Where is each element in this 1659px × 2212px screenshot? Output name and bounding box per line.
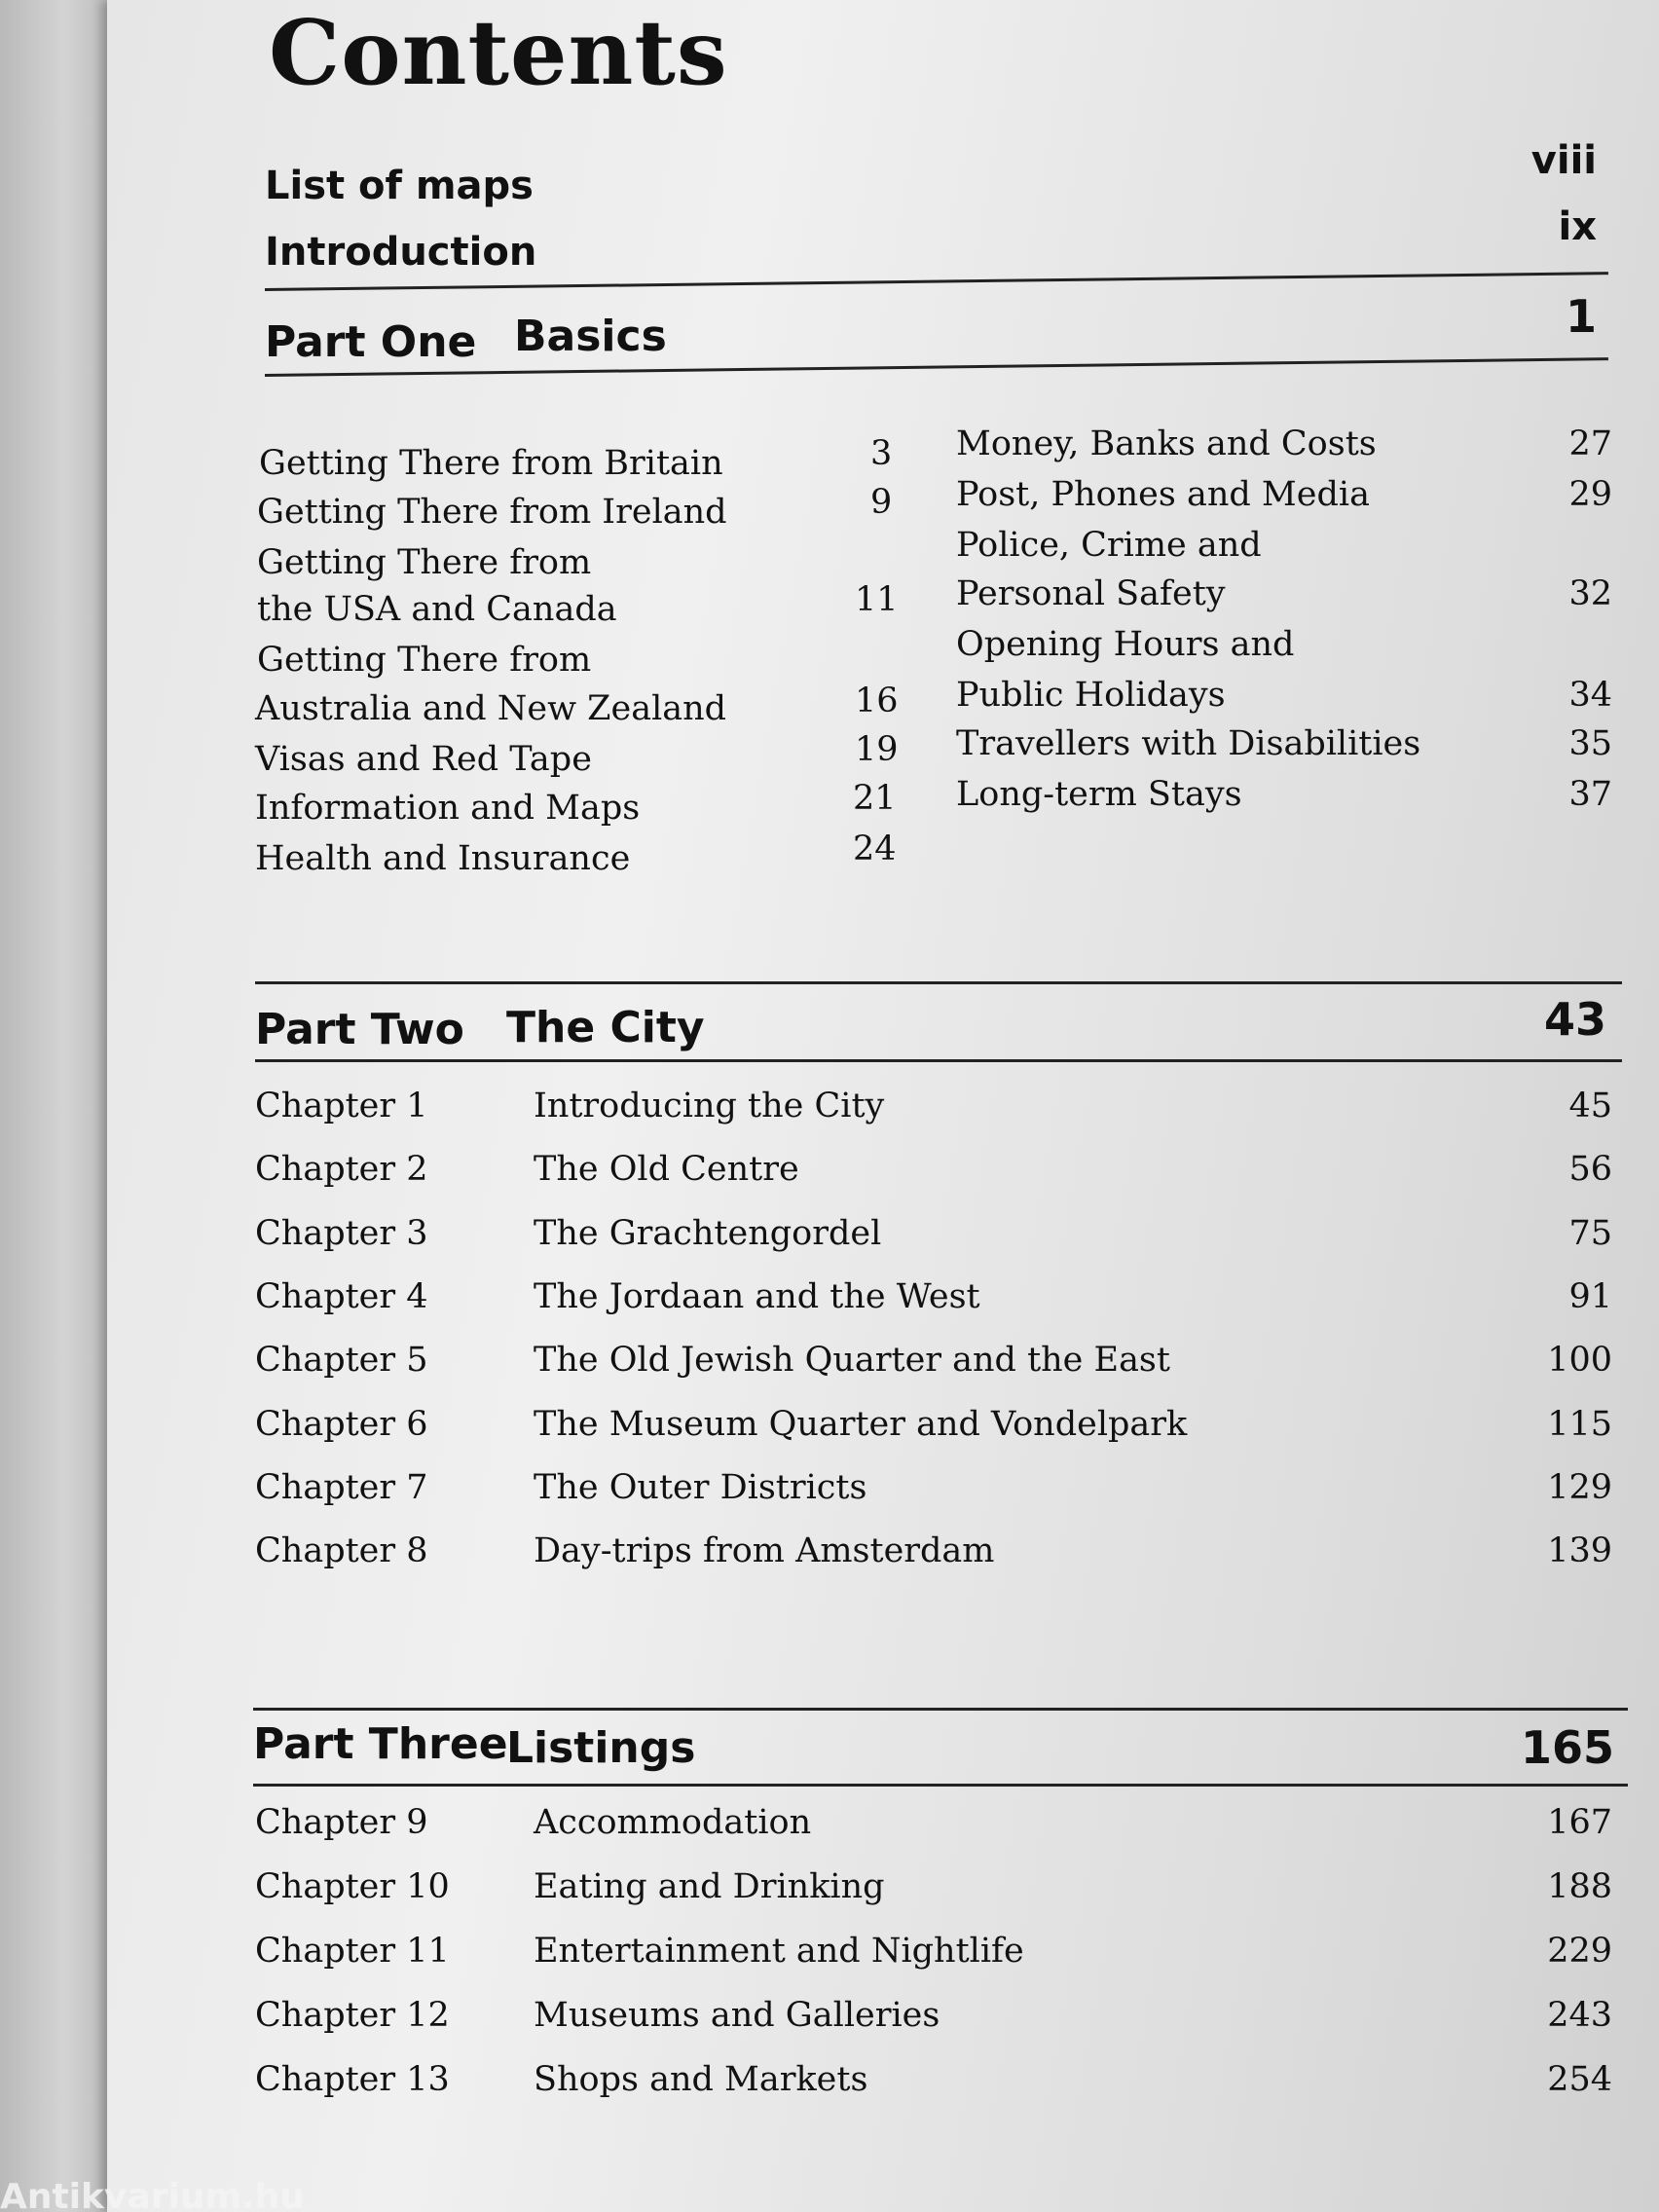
- chapter-title: Accommodation: [534, 1803, 812, 1842]
- toc-entry-title: Getting There from Ireland: [257, 493, 727, 532]
- part-name: Basics: [514, 312, 667, 361]
- divider-rule: [253, 1784, 1628, 1787]
- chapter-page: 243: [1547, 1996, 1612, 2035]
- chapter-page: 100: [1547, 1341, 1612, 1381]
- chapter-number: Chapter 6: [255, 1404, 428, 1444]
- toc-entry-page: 34: [1568, 676, 1612, 715]
- part-label: Part One: [265, 317, 477, 367]
- toc-entry-page: 32: [1568, 574, 1612, 613]
- chapter-title: The Outer Districts: [534, 1467, 867, 1507]
- divider-rule: [255, 1059, 1622, 1062]
- part-label: Part Two: [255, 1005, 464, 1054]
- chapter-number: Chapter 3: [255, 1213, 428, 1253]
- toc-entry-title: Information and Maps: [255, 789, 641, 828]
- background-surface: [0, 0, 107, 2212]
- page-title: Contents: [269, 0, 728, 105]
- toc-entry-page: 16: [855, 682, 899, 720]
- toc-entry-title: Long-term Stays: [956, 775, 1242, 814]
- toc-entry-page: 29: [1568, 475, 1612, 514]
- chapter-number: Chapter 13: [255, 2060, 450, 2099]
- chapter-title: Museums and Galleries: [534, 1996, 940, 2035]
- chapter-page: 229: [1547, 1932, 1612, 1971]
- chapter-number: Chapter 9: [255, 1803, 428, 1842]
- chapter-title: The Grachtengordel: [534, 1213, 882, 1253]
- front-matter-page: viii: [1530, 138, 1597, 183]
- chapter-page: 115: [1547, 1404, 1612, 1444]
- chapter-title: Introducing the City: [534, 1087, 885, 1125]
- chapter-title: Entertainment and Nightlife: [534, 1932, 1024, 1971]
- divider-rule: [255, 981, 1622, 984]
- chapter-page: 167: [1547, 1803, 1612, 1842]
- toc-entry-title-cont: Australia and New Zealand: [255, 689, 727, 728]
- chapter-number: Chapter 1: [255, 1087, 428, 1125]
- toc-entry-page: 24: [853, 830, 897, 868]
- part-name: Listings: [506, 1723, 696, 1773]
- chapter-page: 129: [1547, 1467, 1612, 1507]
- toc-entry-page: 27: [1568, 424, 1612, 463]
- chapter-number: Chapter 10: [255, 1867, 450, 1906]
- toc-entry-page: 35: [1568, 724, 1612, 763]
- toc-entry-page: 21: [853, 779, 897, 818]
- toc-entry-title-cont: Public Holidays: [956, 676, 1226, 715]
- chapter-number: Chapter 4: [255, 1276, 428, 1316]
- watermark-text: Antikvarium.hu: [0, 2177, 305, 2212]
- toc-entry-page: 3: [870, 434, 893, 473]
- toc-entry-title: Getting There from Britain: [259, 444, 723, 483]
- toc-entry-title: Money, Banks and Costs: [956, 424, 1377, 463]
- toc-entry-title: Health and Insurance: [255, 839, 631, 878]
- chapter-page: 139: [1547, 1531, 1612, 1571]
- chapter-page: 254: [1547, 2060, 1612, 2099]
- chapter-page: 188: [1547, 1867, 1612, 1906]
- chapter-page: 91: [1568, 1276, 1612, 1316]
- chapter-title: The Old Centre: [534, 1150, 799, 1190]
- part-page: 43: [1543, 993, 1606, 1046]
- chapter-page: 56: [1568, 1150, 1612, 1190]
- chapter-title: Eating and Drinking: [534, 1867, 885, 1906]
- toc-entry-title-cont: Personal Safety: [956, 574, 1226, 613]
- toc-entry-title: Visas and Red Tape: [255, 740, 592, 779]
- toc-entry-page: 19: [855, 730, 899, 769]
- chapter-title: The Jordaan and the West: [534, 1276, 980, 1316]
- toc-entry-title: Getting There from: [257, 641, 592, 680]
- chapter-title: Day-trips from Amsterdam: [534, 1531, 995, 1571]
- chapter-title: The Museum Quarter and Vondelpark: [534, 1404, 1188, 1444]
- chapter-number: Chapter 8: [255, 1531, 428, 1571]
- chapter-number: Chapter 12: [255, 1996, 450, 2035]
- part-label: Part Three: [253, 1719, 508, 1769]
- toc-entry-page: 9: [870, 483, 893, 522]
- chapter-page: 75: [1568, 1213, 1612, 1253]
- front-matter-label: List of maps: [265, 164, 534, 208]
- toc-entry-page: 11: [855, 580, 899, 619]
- chapter-number: Chapter 2: [255, 1150, 428, 1190]
- chapter-title: Shops and Markets: [534, 2060, 868, 2099]
- part-page: 1: [1565, 290, 1597, 343]
- toc-entry-title: Travellers with Disabilities: [956, 724, 1421, 763]
- chapter-title: The Old Jewish Quarter and the East: [534, 1341, 1170, 1381]
- toc-entry-title: Opening Hours and: [956, 625, 1295, 664]
- toc-entry-title: Police, Crime and: [956, 526, 1262, 565]
- part-page: 165: [1520, 1721, 1614, 1774]
- toc-entry-page: 37: [1568, 775, 1612, 814]
- chapter-number: Chapter 7: [255, 1467, 428, 1507]
- part-name: The City: [506, 1003, 705, 1052]
- toc-entry-title-cont: the USA and Canada: [257, 590, 617, 629]
- front-matter-label: Introduction: [265, 230, 537, 275]
- toc-entry-title: Post, Phones and Media: [956, 475, 1370, 514]
- front-matter-page: ix: [1558, 204, 1597, 249]
- chapter-number: Chapter 5: [255, 1341, 428, 1381]
- toc-entry-title: Getting There from: [257, 543, 592, 582]
- chapter-page: 45: [1568, 1087, 1612, 1125]
- divider-rule: [253, 1708, 1628, 1711]
- chapter-number: Chapter 11: [255, 1932, 450, 1971]
